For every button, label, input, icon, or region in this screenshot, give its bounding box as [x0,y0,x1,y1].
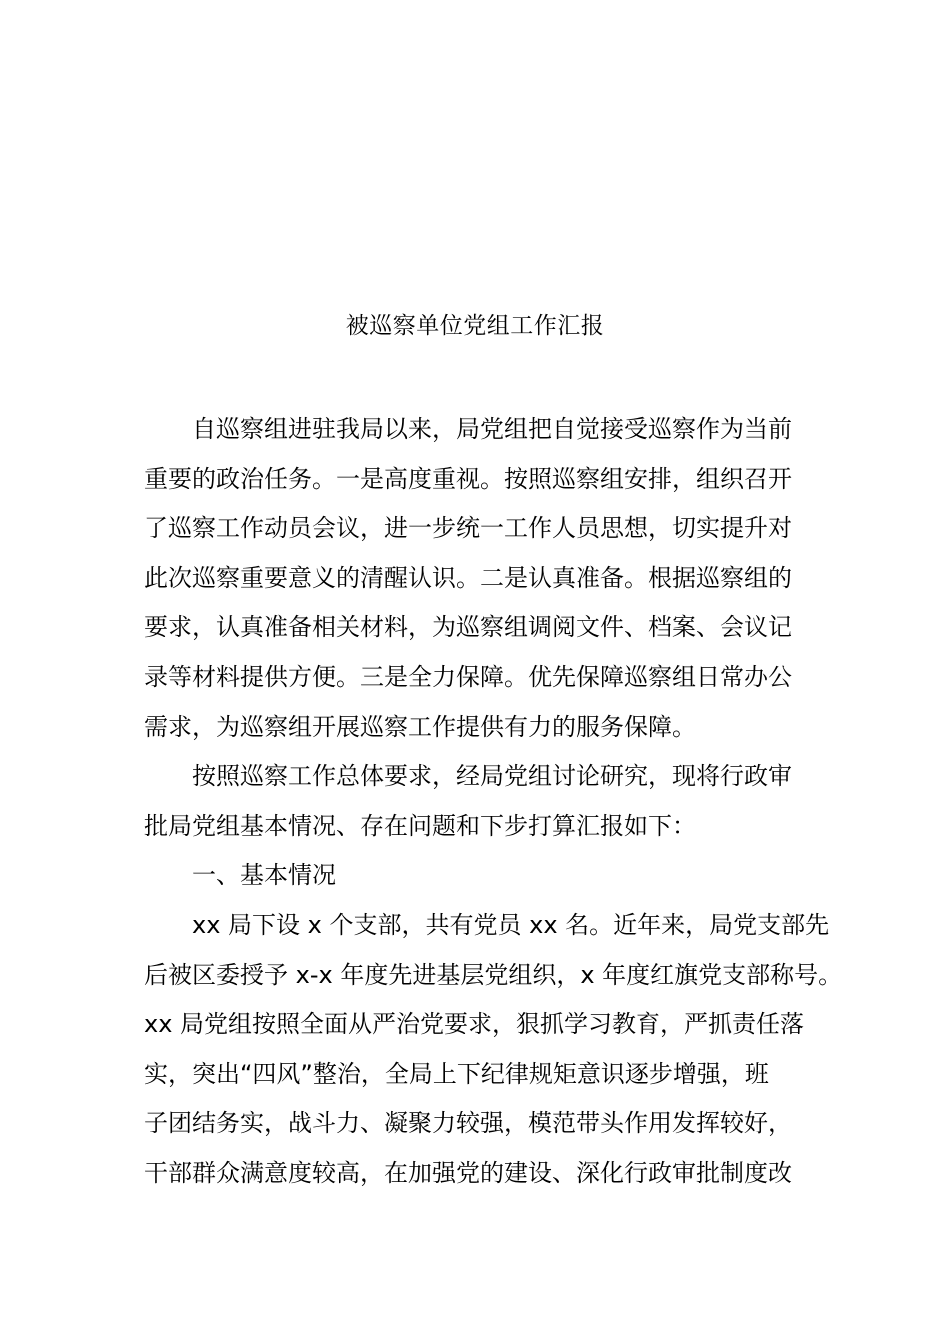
body-line: 录等材料提供方便。三是全力保障。优先保障巡察组日常办公 [144,662,792,691]
body-line: 一、基本情况 [192,861,336,890]
document-body [144,405,844,1199]
body-line: 自巡察组进驻我局以来，局党组把自觉接受巡察作为当前 [192,415,792,443]
document-title: 被巡察单位党组工作汇报 [345,313,605,339]
body-line: 子团结务实，战斗力、凝聚力较强，模范带头作用发挥较好， [144,1109,792,1138]
body-line: 重要的政治任务。一是高度重视。按照巡察组安排，组织召开 [144,464,792,493]
body-line: 批局党组基本情况、存在问题和下步打算汇报如下： [144,811,696,840]
body-line: xx 局下设 x 个支部，共有党员 xx 名。近年来，局党支部先 [192,910,830,939]
body-line: 了巡察工作动员会议，进一步统一工作人员思想，切实提升对 [144,514,792,543]
body-line: 后被区委授予 x-x 年度先进基层党组织，x 年度红旗党支部称号。 [144,960,843,989]
body-line: 实，突出“四风”整治，全局上下纪律规矩意识逐步增强，班 [144,1059,769,1088]
body-line: 要求，认真准备相关材料，为巡察组调阅文件、档案、会议记 [144,613,792,642]
body-line: 此次巡察重要意义的清醒认识。二是认真准备。根据巡察组的 [144,563,792,592]
body-line: 按照巡察工作总体要求，经局党组讨论研究，现将行政审 [192,762,792,791]
body-line: xx 局党组按照全面从严治党要求，狠抓学习教育，严抓责任落 [144,1010,805,1039]
body-line: 需求，为巡察组开展巡察工作提供有力的服务保障。 [144,712,696,741]
body-line: 干部群众满意度较高，在加强党的建设、深化行政审批制度改 [144,1158,792,1187]
